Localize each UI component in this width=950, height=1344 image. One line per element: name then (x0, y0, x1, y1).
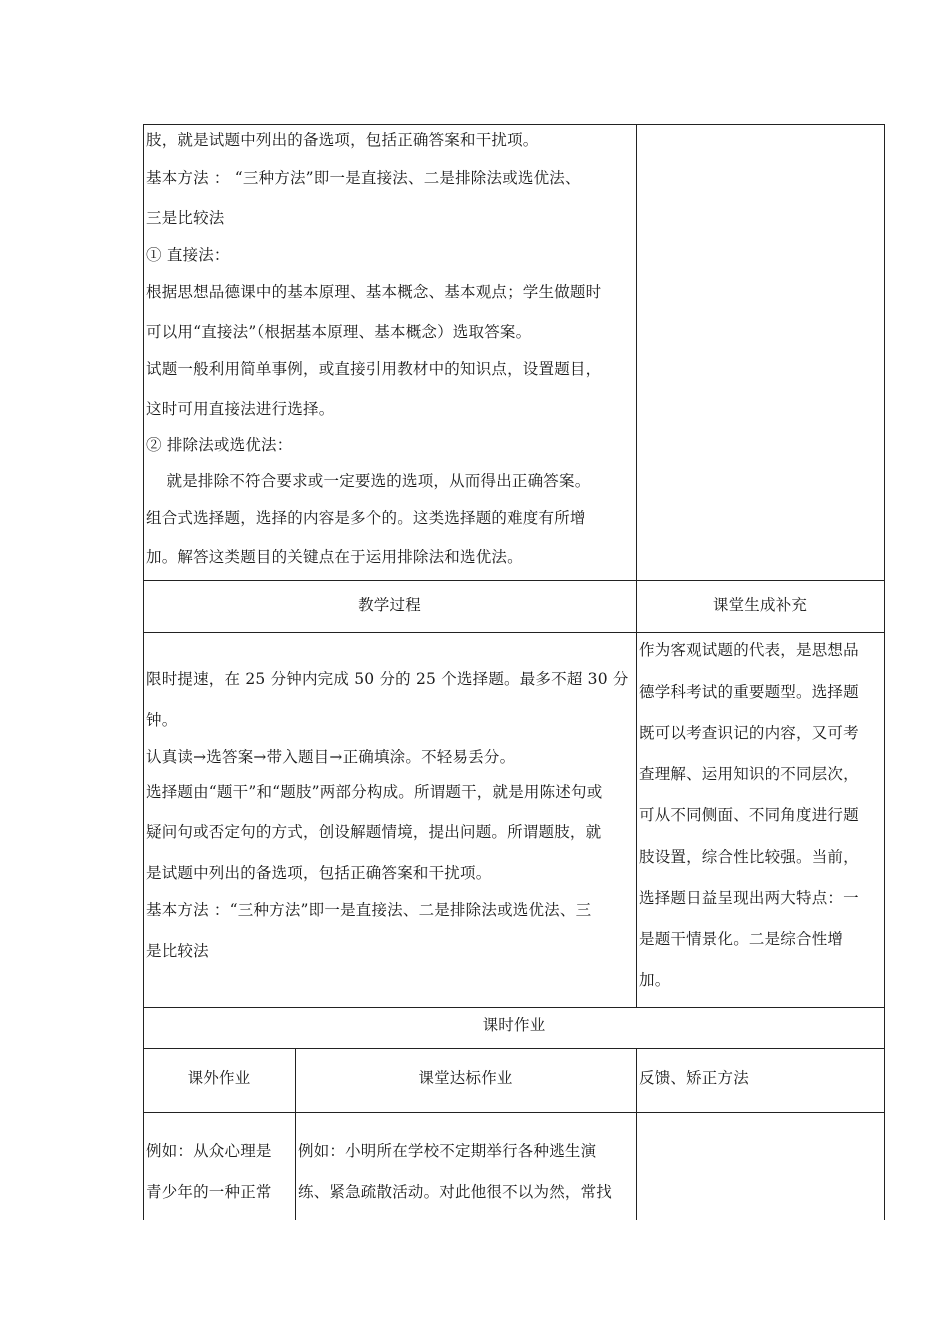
text-line: 查理解、运用知识的不同层次， (639, 765, 859, 783)
column-divider-main (636, 124, 637, 1008)
row-border-2 (143, 632, 885, 633)
text-line: 德学科考试的重要题型。选择题 (639, 683, 859, 701)
homework-header-outside: 课外作业 (187, 1069, 251, 1087)
table-left-border (143, 124, 144, 1220)
header-class-supplement: 课堂生成补充 (712, 596, 808, 614)
text-line: 根据思想品德课中的基本原理、基本概念、基本观点；学生做题时 (146, 283, 602, 301)
text-line: 肢，就是试题中列出的备选项，包括正确答案和干扰项。 (146, 131, 539, 149)
text-line: 例如：小明所在学校不定期举行各种逃生演 (298, 1142, 597, 1160)
text-line: 钟。 (146, 711, 178, 729)
text-line: 作为客观试题的代表，是思想品 (639, 641, 859, 659)
text-line: 限时提速，在 25 分钟内完成 50 分的 25 个选择题。最多不超 30 分 (146, 670, 629, 688)
header-teaching-process: 教学过程 (358, 596, 421, 614)
text-line: 组合式选择题，选择的内容是多个的。这类选择题的难度有所增 (146, 509, 586, 527)
table-right-border (884, 124, 885, 1220)
text-line: 是比较法 (146, 942, 209, 960)
homework-title: 课时作业 (482, 1016, 546, 1034)
text-line: 可从不同侧面、不同角度进行题 (639, 806, 859, 824)
column-divider-homework-right (636, 1048, 637, 1220)
text-line: 肢设置，综合性比较强。当前， (639, 848, 859, 866)
homework-header-feedback: 反馈、矫正方法 (639, 1069, 749, 1087)
text-line: 例如：从众心理是 (146, 1142, 272, 1160)
text-line: 这时可用直接法进行选择。 (146, 400, 335, 418)
row-border-5 (143, 1112, 885, 1113)
text-line: 基本方法 ：“三种方法”即一是直接法、二是排除法或选优法、三 (146, 901, 592, 919)
text-line: 既可以考查识记的内容，又可考 (639, 724, 859, 742)
text-line: 加。 (639, 971, 671, 989)
text-line: 试题一般利用简单事例，或直接引用教材中的知识点，设置题目， (146, 360, 602, 378)
text-line: 认真读→选答案→带入题目→正确填涂。不轻易丢分。 (146, 748, 516, 766)
text-line: 三是比较法 (146, 209, 225, 227)
row-border-1 (143, 580, 885, 581)
text-line: 选择题由“题干”和“题肢”两部分构成。所谓题干，就是用陈述句或 (146, 783, 603, 801)
text-line: 就是排除不符合要求或一定要选的选项，从而得出正确答案。 (146, 472, 591, 490)
row-border-4 (143, 1048, 885, 1049)
text-line: 加。解答这类题目的关键点在于运用排除法和选优法。 (146, 548, 523, 566)
text-line: 可以用“直接法”（根据基本原理、基本概念）选取答案。 (146, 323, 532, 341)
text-line: ① 直接法： (146, 246, 230, 264)
text-line: 是试题中列出的备选项，包括正确答案和干扰项。 (146, 864, 492, 882)
text-line: 是题干情景化。二是综合性增 (639, 930, 844, 948)
homework-header-classroom: 课堂达标作业 (418, 1069, 513, 1087)
text-line: 选择题日益呈现出两大特点：一 (639, 889, 859, 907)
text-line: 基本方法 ： “三种方法”即一是直接法、二是排除法或选优法、 (146, 169, 581, 187)
row-border-top (143, 124, 885, 125)
text-line: 练、紧急疏散活动。对此他很不以为然，常找 (298, 1183, 613, 1201)
text-line: 青少年的一种正常 (146, 1183, 272, 1201)
text-line: ② 排除法或选优法： (146, 436, 293, 454)
row-border-3 (143, 1007, 885, 1008)
text-line: 疑问句或否定句的方式，创设解题情境，提出问题。所谓题肢，就 (146, 823, 602, 841)
